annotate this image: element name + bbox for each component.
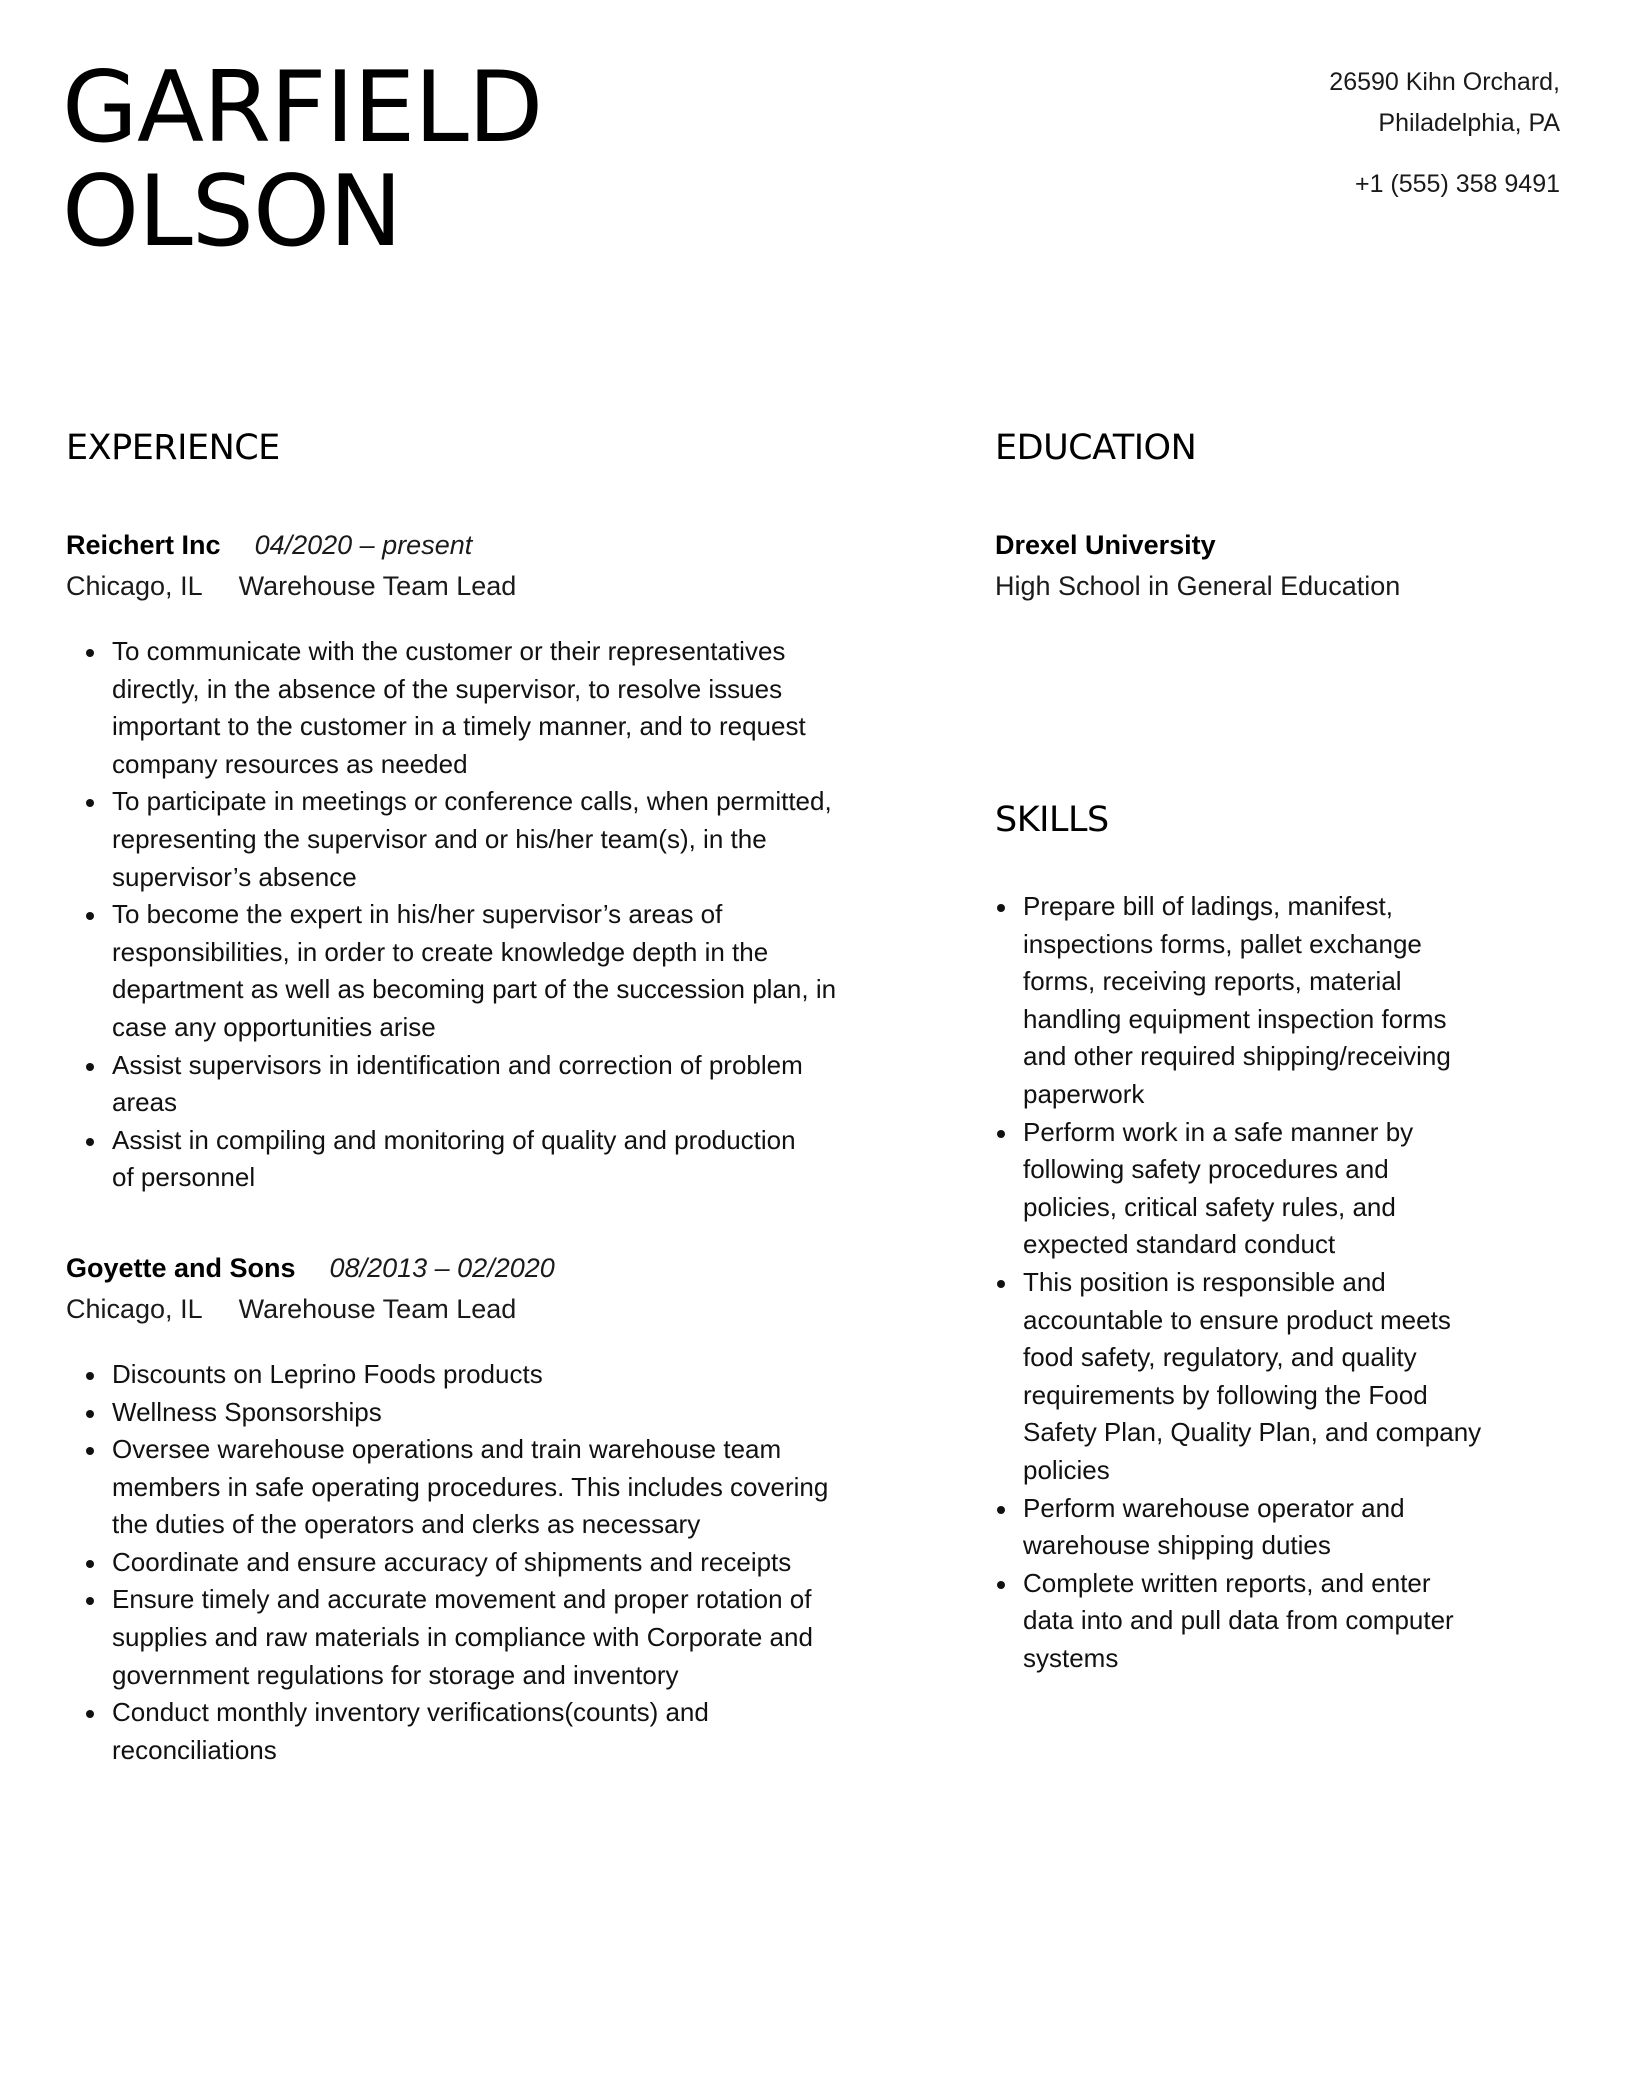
experience-section — [66, 526, 966, 1769]
skills-heading: SKILLS — [995, 800, 1109, 840]
phone-number: +1 (555) 358 9491 — [1354, 170, 1560, 198]
list-item: To become the expert in his/her supervisor’s areas of responsibilities, in order to create knowledge depth in the department as well as becoming part of the succession plan, in case any opportunities arise — [66, 896, 966, 1046]
bullet-icon — [997, 1130, 1005, 1138]
last-name: OLSON — [62, 155, 402, 269]
list-item: Ensure timely and accurate movement and proper rotation of supplies and raw materials in compliance with Corporate and government regulations for storage and inventory — [66, 1581, 966, 1694]
list-item: Oversee warehouse operations and train warehouse team members in safe operating procedures. This includes covering the duties of the operators and clerks as necessary — [66, 1431, 966, 1544]
job-subheader — [66, 564, 966, 608]
bullet-icon — [997, 1506, 1005, 1514]
job-location: Chicago, IL — [66, 1293, 203, 1324]
bullet-icon — [86, 1372, 94, 1380]
bullet-icon — [86, 649, 94, 657]
list-item: To communicate with the customer or their representatives directly, in the absence of the supervisor, to resolve issues important to the customer in a timely manner, and to request company resources as needed — [66, 633, 966, 783]
bullet-icon — [86, 1138, 94, 1146]
job-entry — [66, 1249, 966, 1770]
bullet-icon — [86, 1597, 94, 1605]
list-item: Perform work in a safe manner by following safety procedures and policies, critical safety rules, and expected standard conduct — [977, 1114, 1557, 1264]
first-name: GARFIELD — [62, 51, 543, 165]
list-item: Conduct monthly inventory verifications(counts) and reconciliations — [66, 1694, 966, 1769]
skills-section — [977, 888, 1557, 1677]
job-role: Warehouse Team Lead — [238, 1293, 517, 1324]
job-role: Warehouse Team Lead — [238, 571, 517, 601]
education-section — [995, 526, 1575, 608]
address-line-2: Philadelphia, PA — [1378, 109, 1560, 137]
bullet-icon — [86, 799, 94, 807]
bullet-icon — [997, 1280, 1005, 1288]
bullet-icon — [86, 1560, 94, 1568]
address-line-1: 26590 Kihn Orchard, — [1329, 68, 1560, 96]
job-duties-list — [66, 633, 966, 1197]
contact-info — [1329, 62, 1560, 205]
company-name: Goyette and Sons — [66, 1252, 296, 1283]
job-dates: 08/2013 – 02/2020 — [329, 1252, 555, 1283]
company-name: Reichert Inc — [66, 530, 221, 560]
education-heading: EDUCATION — [995, 428, 1197, 468]
bullet-icon — [86, 1710, 94, 1718]
job-header — [66, 526, 966, 564]
bullet-icon — [86, 912, 94, 920]
skills-list — [977, 888, 1557, 1677]
bullet-icon — [997, 904, 1005, 912]
bullet-icon — [997, 1581, 1005, 1589]
list-item: Assist in compiling and monitoring of quality and production of personnel — [66, 1122, 966, 1197]
list-item: Discounts on Leprino Foods products — [66, 1356, 966, 1394]
list-item: This position is responsible and accountable to ensure product meets food safety, regulatory, and quality requirements by following the Food Safety Plan, Quality Plan, and company policies — [977, 1264, 1557, 1490]
job-entry — [66, 526, 966, 1197]
bullet-icon — [86, 1410, 94, 1418]
job-location: Chicago, IL — [66, 571, 203, 601]
job-subheader — [66, 1287, 966, 1331]
bullet-icon — [86, 1063, 94, 1071]
candidate-name — [62, 51, 543, 269]
school-name: Drexel University — [995, 530, 1216, 560]
job-duties-list — [66, 1356, 966, 1770]
experience-heading: EXPERIENCE — [66, 428, 280, 468]
job-dates: 04/2020 – present — [254, 530, 473, 560]
list-item: To participate in meetings or conference calls, when permitted, representing the supervisor and or his/her team(s), in the supervisor’s absence — [66, 783, 966, 896]
list-item: Assist supervisors in identification and correction of problem areas — [66, 1047, 966, 1122]
list-item: Complete written reports, and enter data into and pull data from computer systems — [977, 1565, 1557, 1678]
list-item: Prepare bill of ladings, manifest, inspections forms, pallet exchange forms, receiving reports, material handling equipment inspection forms and other required shipping/receiving paperwork — [977, 888, 1557, 1114]
bullet-icon — [86, 1447, 94, 1455]
list-item: Wellness Sponsorships — [66, 1394, 966, 1432]
list-item: Perform warehouse operator and warehouse shipping duties — [977, 1490, 1557, 1565]
degree: High School in General Education — [995, 571, 1401, 601]
list-item: Coordinate and ensure accuracy of shipments and receipts — [66, 1544, 966, 1582]
job-header — [66, 1249, 966, 1287]
